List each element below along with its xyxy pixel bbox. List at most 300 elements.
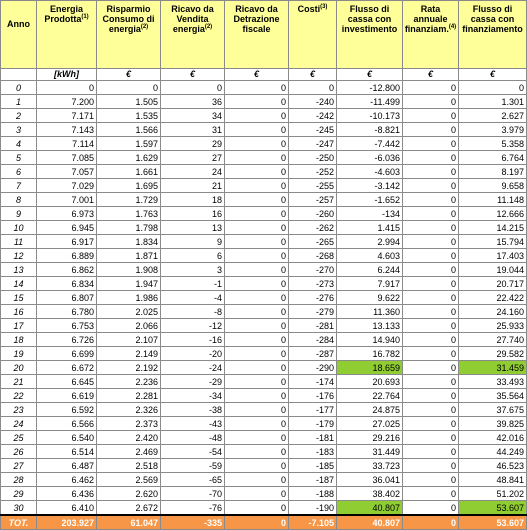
value-cell[interactable]: 18 (161, 193, 225, 207)
year-cell[interactable]: 25 (1, 431, 37, 445)
value-cell[interactable]: 15.794 (459, 235, 527, 249)
value-cell[interactable]: -284 (289, 333, 337, 347)
value-cell[interactable]: 2.994 (337, 235, 403, 249)
value-cell[interactable]: 0 (403, 459, 459, 473)
value-cell[interactable]: 6.917 (37, 235, 97, 249)
value-cell[interactable]: 2.192 (97, 361, 161, 375)
value-cell[interactable]: 0 (161, 81, 225, 95)
value-cell[interactable]: 0 (37, 81, 97, 95)
value-cell[interactable]: -281 (289, 319, 337, 333)
value-cell[interactable]: 1.597 (97, 137, 161, 151)
value-cell[interactable]: 1.798 (97, 221, 161, 235)
value-cell[interactable]: 53.607 (459, 501, 527, 516)
value-cell[interactable]: 1.834 (97, 235, 161, 249)
value-cell[interactable]: -242 (289, 109, 337, 123)
value-cell[interactable]: 0 (225, 95, 289, 109)
value-cell[interactable]: 0 (403, 179, 459, 193)
total-label[interactable]: TOT. (1, 515, 37, 530)
value-cell[interactable]: -59 (161, 459, 225, 473)
value-cell[interactable]: 1.535 (97, 109, 161, 123)
value-cell[interactable]: 1.908 (97, 263, 161, 277)
value-cell[interactable]: 24.875 (337, 403, 403, 417)
value-cell[interactable]: 6.436 (37, 487, 97, 501)
value-cell[interactable]: -12.800 (337, 81, 403, 95)
value-cell[interactable]: 31 (161, 123, 225, 137)
value-cell[interactable]: 29 (161, 137, 225, 151)
value-cell[interactable]: -257 (289, 193, 337, 207)
value-cell[interactable]: 6.726 (37, 333, 97, 347)
header-ricavo-detrazione[interactable]: Ricavo da Detrazione fiscale (225, 1, 289, 69)
value-cell[interactable]: 1.629 (97, 151, 161, 165)
value-cell[interactable]: -240 (289, 95, 337, 109)
header-energia-prodotta[interactable]: Energia Prodotta$^{(1)}$ (37, 1, 97, 69)
unit-cell[interactable]: € (225, 69, 289, 81)
value-cell[interactable]: 0 (403, 375, 459, 389)
value-cell[interactable]: 6.834 (37, 277, 97, 291)
value-cell[interactable]: 6.672 (37, 361, 97, 375)
year-cell[interactable]: 4 (1, 137, 37, 151)
value-cell[interactable]: -76 (161, 501, 225, 516)
value-cell[interactable]: 0 (403, 445, 459, 459)
value-cell[interactable]: 0 (403, 165, 459, 179)
value-cell[interactable]: 0 (403, 277, 459, 291)
value-cell[interactable]: 6.780 (37, 305, 97, 319)
unit-cell[interactable]: € (289, 69, 337, 81)
year-cell[interactable]: 27 (1, 459, 37, 473)
value-cell[interactable]: 1.505 (97, 95, 161, 109)
value-cell[interactable]: 21 (161, 179, 225, 193)
value-cell[interactable]: -48 (161, 431, 225, 445)
total-cell[interactable]: 0 (403, 515, 459, 530)
total-cell[interactable]: 0 (225, 515, 289, 530)
value-cell[interactable]: -287 (289, 347, 337, 361)
year-cell[interactable]: 24 (1, 417, 37, 431)
value-cell[interactable]: 0 (403, 193, 459, 207)
value-cell[interactable]: 33.723 (337, 459, 403, 473)
value-cell[interactable]: 6.699 (37, 347, 97, 361)
value-cell[interactable]: 14.215 (459, 221, 527, 235)
value-cell[interactable]: 38.402 (337, 487, 403, 501)
value-cell[interactable]: 2.281 (97, 389, 161, 403)
value-cell[interactable]: 9.622 (337, 291, 403, 305)
value-cell[interactable]: -4.603 (337, 165, 403, 179)
value-cell[interactable]: 6.462 (37, 473, 97, 487)
value-cell[interactable]: 16 (161, 207, 225, 221)
value-cell[interactable]: 0 (403, 151, 459, 165)
value-cell[interactable]: -179 (289, 417, 337, 431)
value-cell[interactable]: 7.029 (37, 179, 97, 193)
value-cell[interactable]: 2.672 (97, 501, 161, 516)
value-cell[interactable]: 9 (161, 235, 225, 249)
year-cell[interactable]: 13 (1, 263, 37, 277)
value-cell[interactable]: 7.200 (37, 95, 97, 109)
total-cell[interactable]: 40.807 (337, 515, 403, 530)
value-cell[interactable]: -54 (161, 445, 225, 459)
value-cell[interactable]: 7.001 (37, 193, 97, 207)
year-cell[interactable]: 17 (1, 319, 37, 333)
value-cell[interactable]: 6.410 (37, 501, 97, 516)
value-cell[interactable]: 22.764 (337, 389, 403, 403)
value-cell[interactable]: 1.871 (97, 249, 161, 263)
value-cell[interactable]: 6.244 (337, 263, 403, 277)
year-cell[interactable]: 3 (1, 123, 37, 137)
value-cell[interactable]: 1.661 (97, 165, 161, 179)
value-cell[interactable]: 2.420 (97, 431, 161, 445)
value-cell[interactable]: 0 (225, 445, 289, 459)
unit-cell[interactable]: € (161, 69, 225, 81)
value-cell[interactable]: 0 (225, 361, 289, 375)
value-cell[interactable]: 14.940 (337, 333, 403, 347)
value-cell[interactable]: 0 (403, 221, 459, 235)
value-cell[interactable]: -276 (289, 291, 337, 305)
year-cell[interactable]: 30 (1, 501, 37, 516)
value-cell[interactable]: 2.025 (97, 305, 161, 319)
value-cell[interactable]: 0 (225, 207, 289, 221)
value-cell[interactable]: 6 (161, 249, 225, 263)
value-cell[interactable]: -134 (337, 207, 403, 221)
year-cell[interactable]: 21 (1, 375, 37, 389)
year-cell[interactable]: 5 (1, 151, 37, 165)
total-cell[interactable]: 53.607 (459, 515, 527, 530)
value-cell[interactable]: 2.066 (97, 319, 161, 333)
value-cell[interactable]: 11.360 (337, 305, 403, 319)
value-cell[interactable]: 2.620 (97, 487, 161, 501)
value-cell[interactable]: 0 (225, 151, 289, 165)
header-flusso-finanziamento[interactable]: Flusso di cassa con finanziamento (459, 1, 527, 69)
value-cell[interactable]: 0 (225, 459, 289, 473)
value-cell[interactable]: 6.807 (37, 291, 97, 305)
value-cell[interactable]: 27.740 (459, 333, 527, 347)
value-cell[interactable]: 0 (225, 389, 289, 403)
value-cell[interactable]: 0 (403, 487, 459, 501)
value-cell[interactable]: 7.057 (37, 165, 97, 179)
value-cell[interactable]: -43 (161, 417, 225, 431)
value-cell[interactable]: 2.373 (97, 417, 161, 431)
value-cell[interactable]: 0 (403, 403, 459, 417)
value-cell[interactable]: -260 (289, 207, 337, 221)
value-cell[interactable]: 6.619 (37, 389, 97, 403)
value-cell[interactable]: 27.025 (337, 417, 403, 431)
value-cell[interactable]: 0 (225, 347, 289, 361)
value-cell[interactable]: 0 (403, 431, 459, 445)
total-cell[interactable]: -335 (161, 515, 225, 530)
value-cell[interactable]: 11.148 (459, 193, 527, 207)
value-cell[interactable]: 20.693 (337, 375, 403, 389)
value-cell[interactable]: -290 (289, 361, 337, 375)
value-cell[interactable]: 7.085 (37, 151, 97, 165)
value-cell[interactable]: 0 (97, 81, 161, 95)
value-cell[interactable]: 0 (225, 221, 289, 235)
value-cell[interactable]: 0 (403, 207, 459, 221)
value-cell[interactable]: -8 (161, 305, 225, 319)
year-cell[interactable]: 7 (1, 179, 37, 193)
value-cell[interactable]: 6.566 (37, 417, 97, 431)
value-cell[interactable]: 9.658 (459, 179, 527, 193)
value-cell[interactable]: -24 (161, 361, 225, 375)
value-cell[interactable]: 2.518 (97, 459, 161, 473)
value-cell[interactable]: -279 (289, 305, 337, 319)
value-cell[interactable]: -7.442 (337, 137, 403, 151)
value-cell[interactable]: -65 (161, 473, 225, 487)
value-cell[interactable]: 2.107 (97, 333, 161, 347)
value-cell[interactable]: 27 (161, 151, 225, 165)
unit-cell[interactable]: € (97, 69, 161, 81)
value-cell[interactable]: -250 (289, 151, 337, 165)
value-cell[interactable]: 0 (225, 375, 289, 389)
value-cell[interactable]: 17.403 (459, 249, 527, 263)
value-cell[interactable]: 0 (225, 123, 289, 137)
value-cell[interactable]: 0 (225, 487, 289, 501)
value-cell[interactable]: 31.459 (459, 361, 527, 375)
value-cell[interactable]: -1 (161, 277, 225, 291)
value-cell[interactable]: 5.358 (459, 137, 527, 151)
year-cell[interactable]: 14 (1, 277, 37, 291)
value-cell[interactable]: 51.202 (459, 487, 527, 501)
value-cell[interactable]: 6.514 (37, 445, 97, 459)
year-cell[interactable]: 26 (1, 445, 37, 459)
value-cell[interactable]: 0 (403, 305, 459, 319)
value-cell[interactable]: 2.236 (97, 375, 161, 389)
value-cell[interactable]: 2.469 (97, 445, 161, 459)
value-cell[interactable]: 1.763 (97, 207, 161, 221)
value-cell[interactable]: 7.171 (37, 109, 97, 123)
value-cell[interactable]: -10.173 (337, 109, 403, 123)
value-cell[interactable]: 1.729 (97, 193, 161, 207)
value-cell[interactable]: 16.782 (337, 347, 403, 361)
total-cell[interactable]: 203.927 (37, 515, 97, 530)
value-cell[interactable]: -177 (289, 403, 337, 417)
value-cell[interactable]: -12 (161, 319, 225, 333)
value-cell[interactable]: 6.973 (37, 207, 97, 221)
value-cell[interactable]: 0 (403, 235, 459, 249)
value-cell[interactable]: 1.415 (337, 221, 403, 235)
value-cell[interactable]: 0 (225, 193, 289, 207)
header-anno[interactable]: Anno (1, 1, 37, 69)
unit-cell[interactable]: € (403, 69, 459, 81)
value-cell[interactable]: -187 (289, 473, 337, 487)
value-cell[interactable]: 6.862 (37, 263, 97, 277)
value-cell[interactable]: -34 (161, 389, 225, 403)
year-cell[interactable]: 18 (1, 333, 37, 347)
year-cell[interactable]: 1 (1, 95, 37, 109)
value-cell[interactable]: 0 (459, 81, 527, 95)
value-cell[interactable]: 1.695 (97, 179, 161, 193)
value-cell[interactable]: 2.569 (97, 473, 161, 487)
value-cell[interactable]: 6.945 (37, 221, 97, 235)
value-cell[interactable]: 24.160 (459, 305, 527, 319)
value-cell[interactable]: 0 (403, 123, 459, 137)
value-cell[interactable]: 6.645 (37, 375, 97, 389)
value-cell[interactable]: 29.582 (459, 347, 527, 361)
year-cell[interactable]: 12 (1, 249, 37, 263)
value-cell[interactable]: 18.659 (337, 361, 403, 375)
value-cell[interactable]: -190 (289, 501, 337, 516)
header-flusso-investimento[interactable]: Flusso di cassa con investimento (337, 1, 403, 69)
value-cell[interactable]: 2.149 (97, 347, 161, 361)
value-cell[interactable]: 0 (403, 361, 459, 375)
value-cell[interactable]: 19.044 (459, 263, 527, 277)
year-cell[interactable]: 19 (1, 347, 37, 361)
value-cell[interactable]: 0 (225, 305, 289, 319)
value-cell[interactable]: 0 (403, 473, 459, 487)
year-cell[interactable]: 6 (1, 165, 37, 179)
value-cell[interactable]: 46.523 (459, 459, 527, 473)
value-cell[interactable]: 0 (225, 291, 289, 305)
year-cell[interactable]: 28 (1, 473, 37, 487)
value-cell[interactable]: 0 (403, 137, 459, 151)
value-cell[interactable]: 0 (403, 291, 459, 305)
value-cell[interactable]: 6.889 (37, 249, 97, 263)
value-cell[interactable]: 0 (225, 137, 289, 151)
value-cell[interactable]: 2.627 (459, 109, 527, 123)
value-cell[interactable]: 31.449 (337, 445, 403, 459)
value-cell[interactable]: 6.540 (37, 431, 97, 445)
year-cell[interactable]: 20 (1, 361, 37, 375)
value-cell[interactable]: 0 (225, 319, 289, 333)
value-cell[interactable]: 2.326 (97, 403, 161, 417)
value-cell[interactable]: 44.249 (459, 445, 527, 459)
value-cell[interactable]: 36.041 (337, 473, 403, 487)
value-cell[interactable]: 0 (403, 347, 459, 361)
value-cell[interactable]: -245 (289, 123, 337, 137)
value-cell[interactable]: 0 (225, 263, 289, 277)
value-cell[interactable]: 0 (403, 333, 459, 347)
value-cell[interactable]: 35.564 (459, 389, 527, 403)
value-cell[interactable]: 0 (225, 431, 289, 445)
unit-cell[interactable]: € (459, 69, 527, 81)
year-cell[interactable]: 11 (1, 235, 37, 249)
value-cell[interactable]: 1.986 (97, 291, 161, 305)
value-cell[interactable]: -252 (289, 165, 337, 179)
value-cell[interactable]: -270 (289, 263, 337, 277)
year-cell[interactable]: 22 (1, 389, 37, 403)
value-cell[interactable]: 0 (403, 501, 459, 516)
value-cell[interactable]: 0 (225, 403, 289, 417)
header-risparmio-consumo[interactable]: Risparmio Consumo di energia$^{(2)}$ (97, 1, 161, 69)
value-cell[interactable]: 42.016 (459, 431, 527, 445)
value-cell[interactable]: -3.142 (337, 179, 403, 193)
value-cell[interactable]: 0 (225, 501, 289, 516)
year-cell[interactable]: 9 (1, 207, 37, 221)
value-cell[interactable]: -20 (161, 347, 225, 361)
value-cell[interactable]: 40.807 (337, 501, 403, 516)
value-cell[interactable]: 7.917 (337, 277, 403, 291)
value-cell[interactable]: -181 (289, 431, 337, 445)
value-cell[interactable]: 0 (225, 417, 289, 431)
value-cell[interactable]: 0 (225, 165, 289, 179)
value-cell[interactable]: 6.753 (37, 319, 97, 333)
year-cell[interactable]: 16 (1, 305, 37, 319)
value-cell[interactable]: -247 (289, 137, 337, 151)
value-cell[interactable]: -29 (161, 375, 225, 389)
unit-cell[interactable] (1, 69, 37, 81)
value-cell[interactable]: -185 (289, 459, 337, 473)
value-cell[interactable]: -174 (289, 375, 337, 389)
value-cell[interactable]: 0 (403, 81, 459, 95)
value-cell[interactable]: -8.821 (337, 123, 403, 137)
value-cell[interactable]: 22.422 (459, 291, 527, 305)
value-cell[interactable]: 0 (403, 249, 459, 263)
value-cell[interactable]: 13.133 (337, 319, 403, 333)
value-cell[interactable]: 0 (403, 95, 459, 109)
value-cell[interactable]: 20.717 (459, 277, 527, 291)
value-cell[interactable]: 0 (225, 333, 289, 347)
value-cell[interactable]: 0 (225, 179, 289, 193)
value-cell[interactable]: -16 (161, 333, 225, 347)
value-cell[interactable]: 0 (225, 81, 289, 95)
value-cell[interactable]: 24 (161, 165, 225, 179)
value-cell[interactable]: 39.825 (459, 417, 527, 431)
unit-cell[interactable]: € (337, 69, 403, 81)
value-cell[interactable]: -38 (161, 403, 225, 417)
year-cell[interactable]: 23 (1, 403, 37, 417)
value-cell[interactable]: 0 (403, 417, 459, 431)
value-cell[interactable]: 6.592 (37, 403, 97, 417)
value-cell[interactable]: -176 (289, 389, 337, 403)
value-cell[interactable]: 1.566 (97, 123, 161, 137)
value-cell[interactable]: -273 (289, 277, 337, 291)
year-cell[interactable]: 15 (1, 291, 37, 305)
year-cell[interactable]: 2 (1, 109, 37, 123)
value-cell[interactable]: 3 (161, 263, 225, 277)
value-cell[interactable]: -262 (289, 221, 337, 235)
unit-cell[interactable]: [kWh] (37, 69, 97, 81)
value-cell[interactable]: 0 (225, 473, 289, 487)
value-cell[interactable]: 25.933 (459, 319, 527, 333)
value-cell[interactable]: 37.675 (459, 403, 527, 417)
value-cell[interactable]: 3.979 (459, 123, 527, 137)
total-cell[interactable]: -7.105 (289, 515, 337, 530)
value-cell[interactable]: -4 (161, 291, 225, 305)
header-rata-annuale[interactable]: Rata annuale finanziam.$^{(4)}$ (403, 1, 459, 69)
value-cell[interactable]: -188 (289, 487, 337, 501)
value-cell[interactable]: 0 (225, 235, 289, 249)
year-cell[interactable]: 29 (1, 487, 37, 501)
year-cell[interactable]: 10 (1, 221, 37, 235)
year-cell[interactable]: 0 (1, 81, 37, 95)
value-cell[interactable]: 7.143 (37, 123, 97, 137)
value-cell[interactable]: 0 (225, 249, 289, 263)
value-cell[interactable]: 0 (225, 277, 289, 291)
value-cell[interactable]: -70 (161, 487, 225, 501)
value-cell[interactable]: 36 (161, 95, 225, 109)
value-cell[interactable]: 0 (403, 263, 459, 277)
value-cell[interactable]: 29.216 (337, 431, 403, 445)
value-cell[interactable]: -11.499 (337, 95, 403, 109)
value-cell[interactable]: 1.947 (97, 277, 161, 291)
value-cell[interactable]: 12.666 (459, 207, 527, 221)
value-cell[interactable]: 6.764 (459, 151, 527, 165)
value-cell[interactable]: -255 (289, 179, 337, 193)
value-cell[interactable]: 0 (403, 319, 459, 333)
value-cell[interactable]: 0 (225, 109, 289, 123)
value-cell[interactable]: 33.493 (459, 375, 527, 389)
value-cell[interactable]: 0 (403, 109, 459, 123)
value-cell[interactable]: -268 (289, 249, 337, 263)
value-cell[interactable]: 0 (403, 389, 459, 403)
value-cell[interactable]: -265 (289, 235, 337, 249)
value-cell[interactable]: -6.036 (337, 151, 403, 165)
value-cell[interactable]: 13 (161, 221, 225, 235)
value-cell[interactable]: 4.603 (337, 249, 403, 263)
value-cell[interactable]: 1.301 (459, 95, 527, 109)
value-cell[interactable]: 8.197 (459, 165, 527, 179)
value-cell[interactable]: -1.652 (337, 193, 403, 207)
value-cell[interactable]: 6.487 (37, 459, 97, 473)
value-cell[interactable]: 34 (161, 109, 225, 123)
value-cell[interactable]: 48.841 (459, 473, 527, 487)
value-cell[interactable]: 0 (289, 81, 337, 95)
